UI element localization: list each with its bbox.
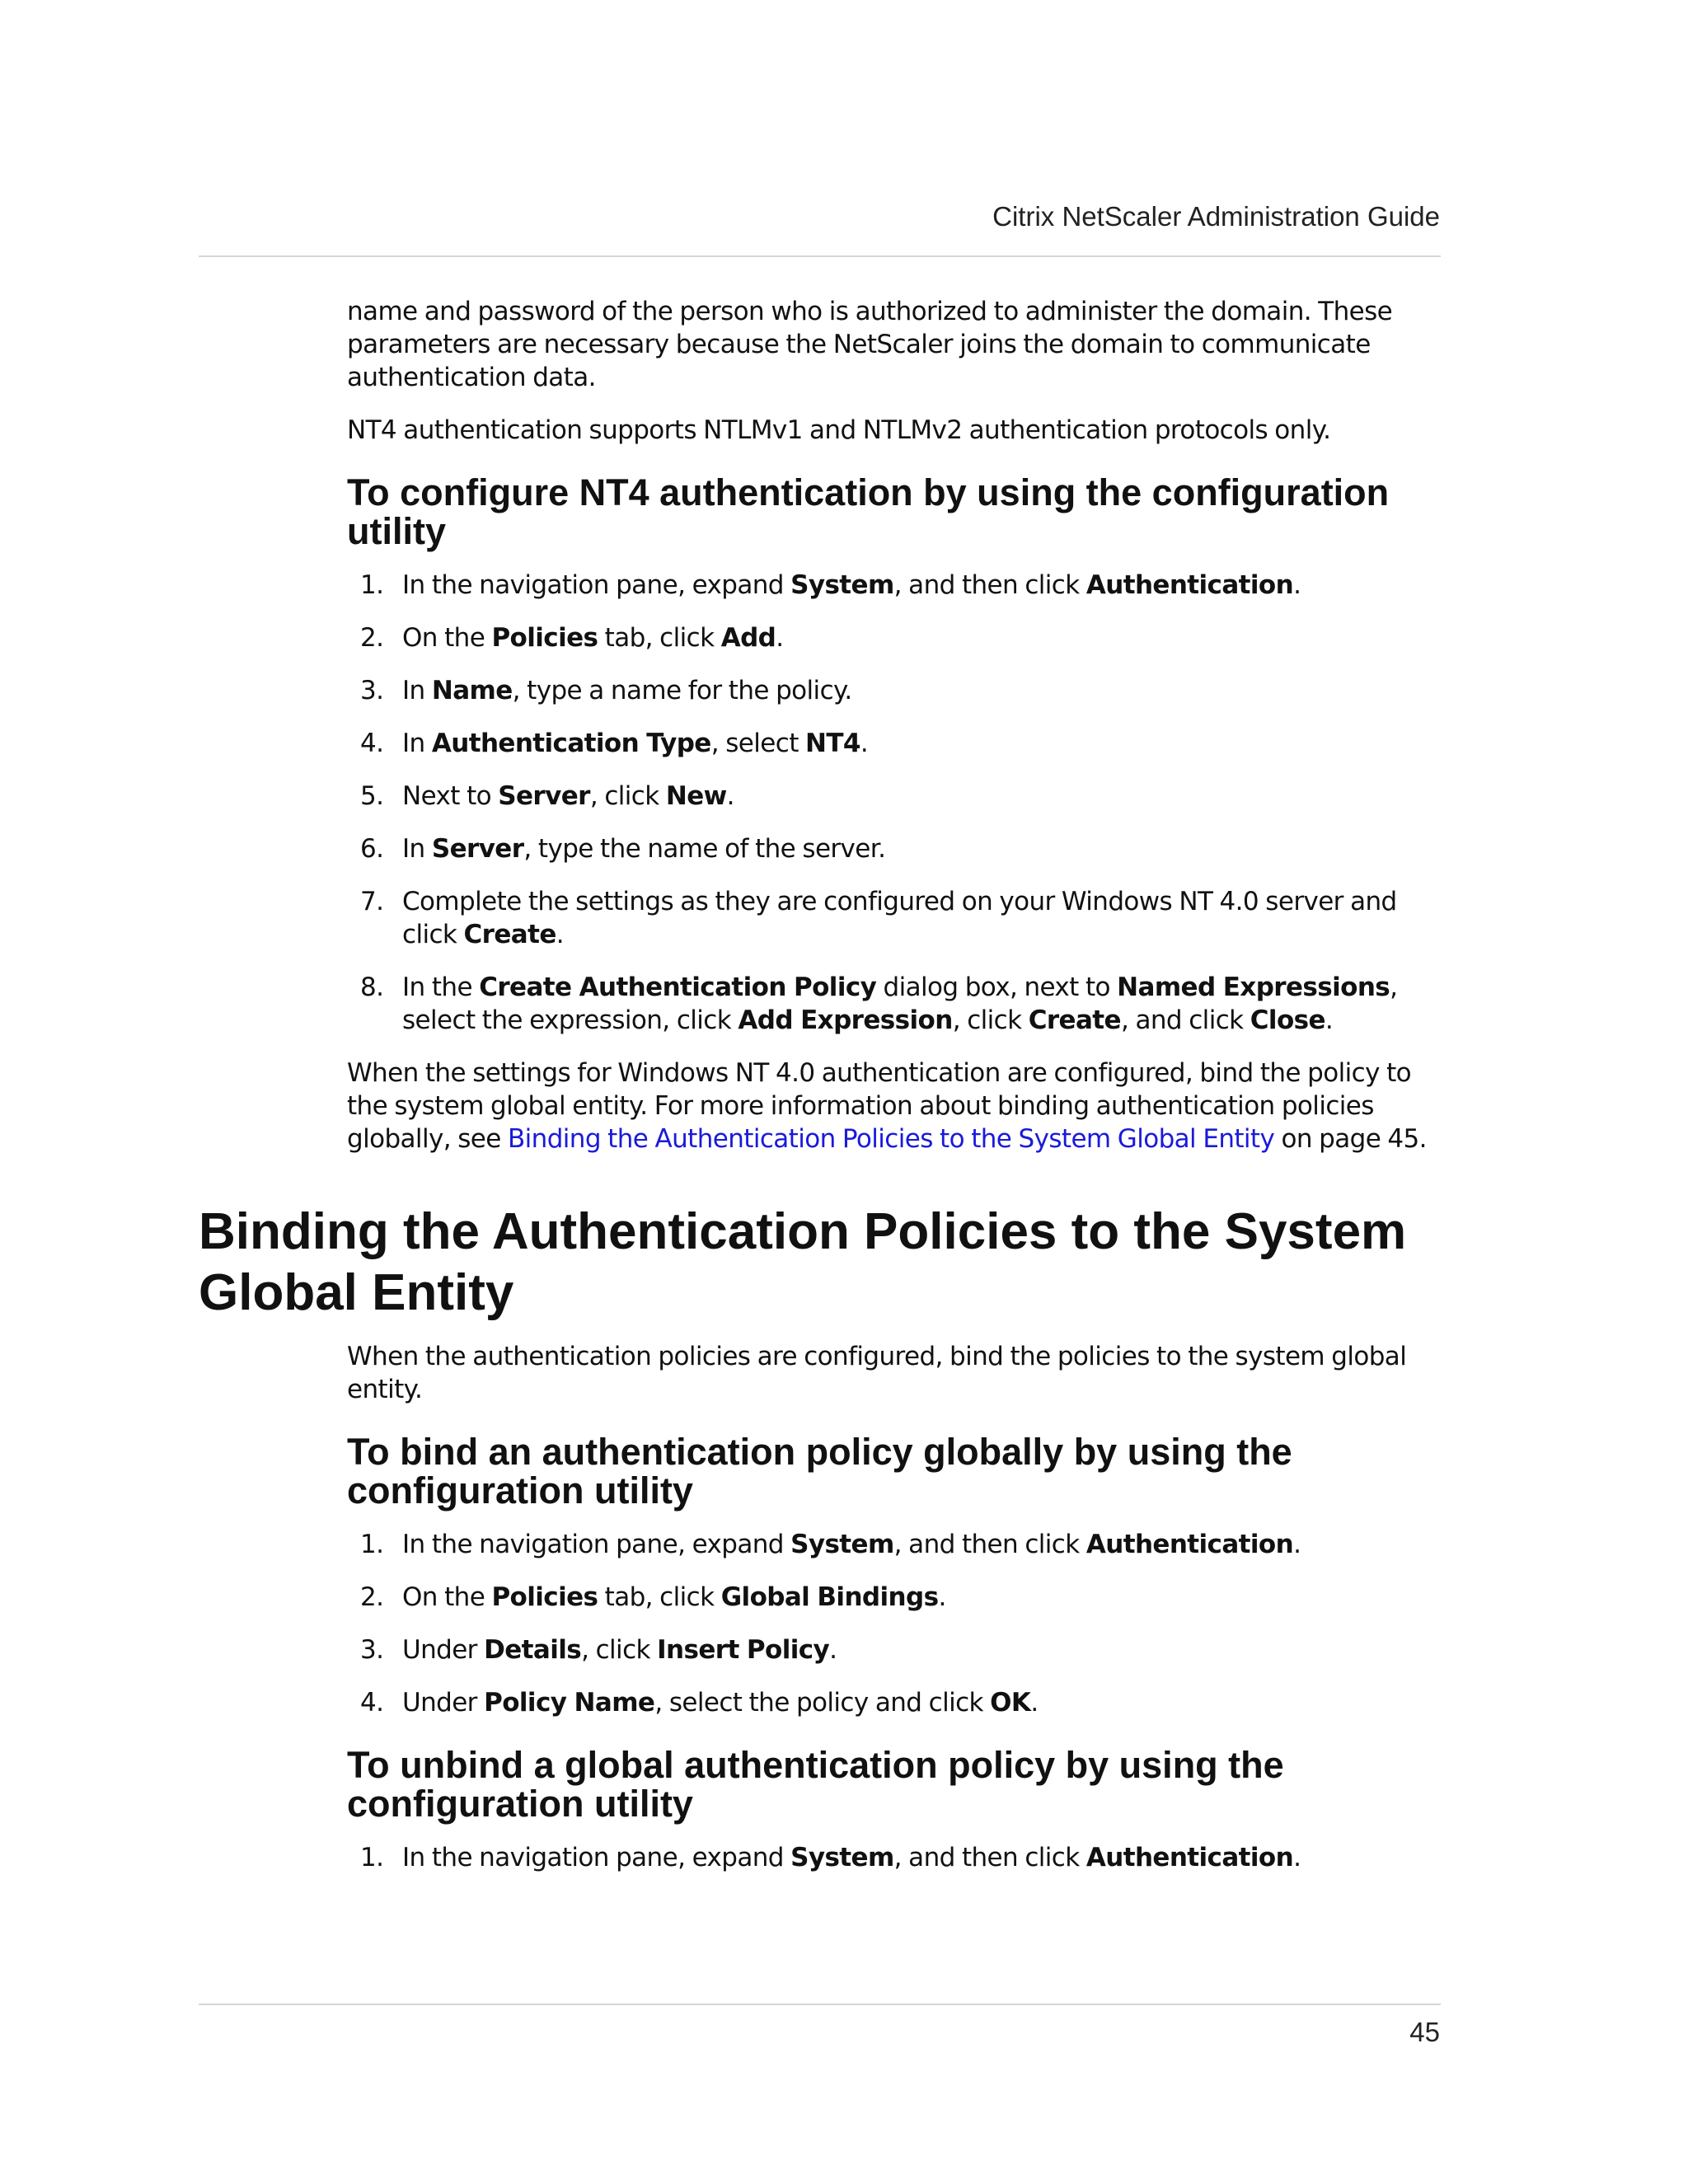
list-item: 2. On the Policies tab, click Add. — [360, 623, 784, 653]
page-content — [199, 295, 1443, 1894]
list-item: 4. Under Policy Name, select the policy and click OK. — [360, 1688, 1039, 1718]
list-item: 6. In Server, type the name of the server. — [360, 834, 886, 864]
binding-intro-paragraph: When the authentication policies are configured, bind the policies to the system global entity. — [347, 1342, 1407, 1404]
binding-section-heading: Binding the Authentication Policies to the System Global Entity — [199, 1203, 1407, 1321]
list-item: 4. In Authentication Type, select NT4. — [360, 729, 869, 758]
bind-steps-list — [347, 1528, 1443, 1719]
list-item: 3. Under Details, click Insert Policy. — [360, 1635, 837, 1665]
list-item: 1. In the navigation pane, expand System, and then click Authentication. — [360, 570, 1301, 600]
unbind-procedure-heading: To unbind a global authentication policy by using the configuration utility — [347, 1744, 1284, 1825]
bind-procedure-heading: To bind an authentication policy globally by using the configuration utility — [347, 1431, 1292, 1511]
unbind-steps-list — [347, 1841, 1443, 1874]
list-item: 1. In the navigation pane, expand System, and then click Authentication. — [360, 1843, 1301, 1872]
nt4-procedure-heading: To configure NT4 authentication by using the configuration utility — [347, 471, 1390, 552]
page-number: 45 — [1409, 2017, 1440, 2047]
intro-paragraph: name and password of the person who is authorized to administer the domain. These parameters are necessary because the NetScaler joins the domain to communicate authentication data. — [347, 297, 1393, 392]
list-item: 2. On the Policies tab, click Global Bindings. — [360, 1582, 946, 1612]
list-item: 3. In Name, type a name for the policy. — [360, 676, 852, 705]
footer-divider — [199, 2004, 1441, 2005]
binding-section-link[interactable]: Binding the Authentication Policies to the System Global Entity — [507, 1124, 1275, 1154]
list-item: 1. In the navigation pane, expand System, and then click Authentication. — [360, 1530, 1301, 1559]
running-header-title: Citrix NetScaler Administration Guide — [992, 201, 1440, 232]
header-divider — [199, 255, 1441, 257]
list-item: 5. Next to Server, click New. — [360, 781, 734, 811]
list-item: 8. In the Create Authentication Policy dialog box, next to Named Expressions, select the expression, click Add Expression, click Create, and click Close. — [360, 972, 1398, 1035]
ntlm-support-paragraph: NT4 authentication supports NTLMv1 and NTLMv2 authentication protocols only. — [347, 415, 1331, 445]
nt4-followup-paragraph: When the settings for Windows NT 4.0 authentication are configured, bind the policy to the system global entity. For more information about binding authentication policies globally, see Binding the Authentication Policies to the System Global Entity on page 45. — [347, 1058, 1427, 1154]
list-item: 7. Complete the settings as they are configured on your Windows NT 4.0 server and click Create. — [360, 887, 1397, 949]
nt4-steps-list — [347, 569, 1443, 1037]
